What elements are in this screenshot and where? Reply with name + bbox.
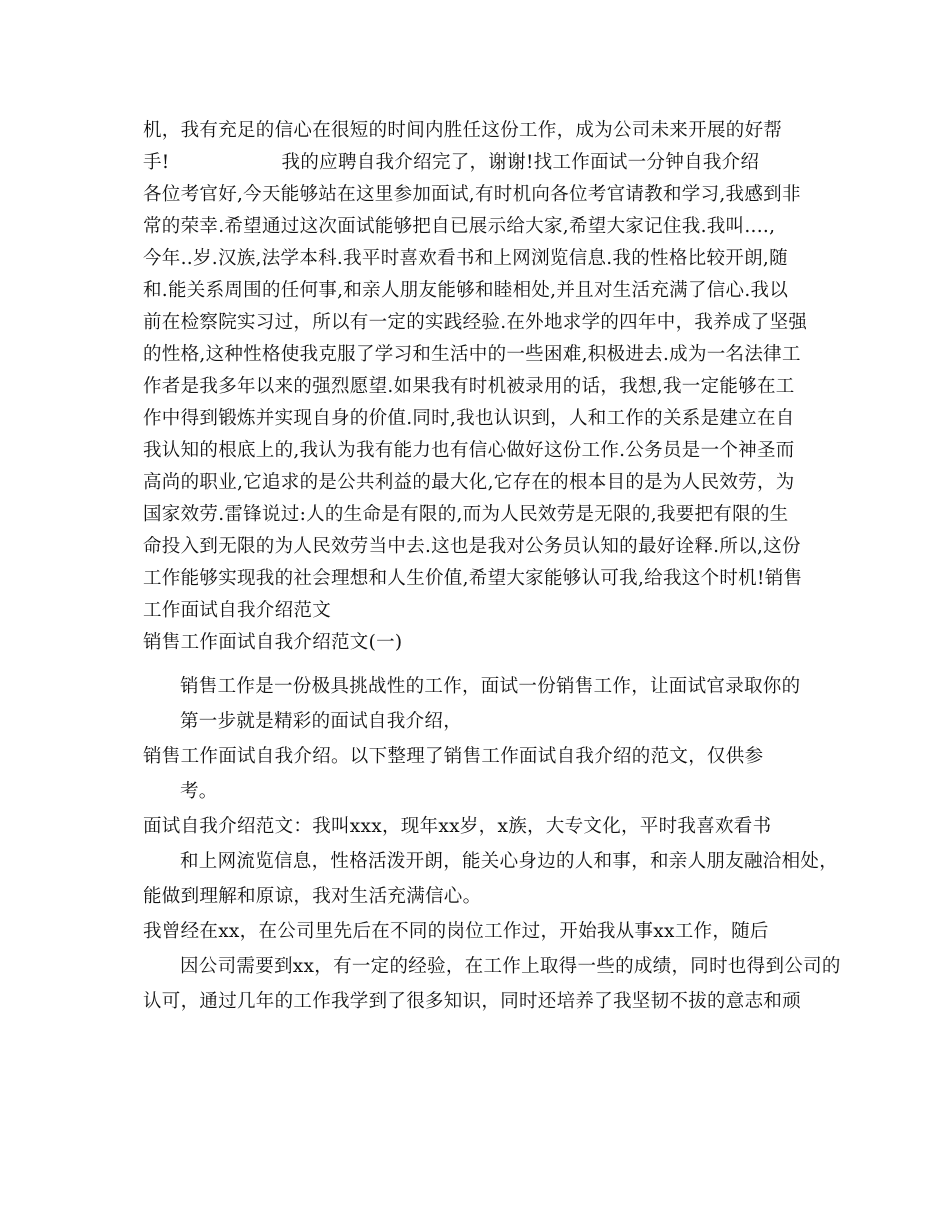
text-line: 能做到理解和原谅，我对生活充满信心。 <box>143 886 482 907</box>
text-line: 和上网流览信息，性格活泼开朗，能关心身边的人和事，和亲人朋友融洽相处， <box>180 851 839 872</box>
text-line: 认可，通过几年的工作我学到了很多知识，同时还培养了我坚韧不拔的意志和顽 <box>143 991 802 1012</box>
text-line: 手! <box>143 152 170 173</box>
text-line: 国家效劳.雷锋说过:人的生命是有限的,而为人民效劳是无限的,我要把有限的生 <box>143 504 789 525</box>
text-line: 和.能关系周围的任何事,和亲人朋友能够和睦相处,并且对生活充满了信心.我以 <box>143 280 789 301</box>
text-line: 各位考官好,今天能够站在这里参加面试,有时机向各位考官请教和学习,我感到非 <box>143 184 801 205</box>
text-line: 常的荣幸.希望通过这次面试能够把自已展示给大家,希望大家记住我.我叫...., <box>143 216 776 237</box>
text-line: 前在检察院实习过，所以有一定的实践经验.在外地求学的四年中，我养成了坚强 <box>143 312 808 333</box>
text-line: 面试自我介绍范文：我叫xxx，现年xx岁，x族，大专文化，平时我喜欢看书 <box>143 816 772 837</box>
text-line: 考。 <box>180 781 218 802</box>
text-line: 作者是我多年以来的强烈愿望.如果我有时机被录用的话，我想,我一定能够在工 <box>143 376 795 397</box>
text-line: 今年..岁.汉族,法学本科.我平时喜欢看书和上网浏览信息.我的性格比较开朗,随 <box>143 248 788 269</box>
text-line: 作中得到锻炼并实现自身的价值.同时,我也认识到，人和工作的关系是建立在自 <box>143 408 795 429</box>
text-line: 机，我有充足的信心在很短的时间内胜任这份工作，成为公司未来开展的好帮 <box>143 120 783 141</box>
text-line: 销售工作面试自我介绍范文(一) <box>143 632 403 653</box>
text-line: 命投入到无限的为人民效劳当中去.这也是我对公务员认知的最好诠释.所以,这份 <box>143 536 801 557</box>
text-line-group <box>143 150 759 176</box>
text-line: 我认知的根底上的,我认为我有能力也有信心做好这份工作.公务员是一个神圣而 <box>143 440 795 461</box>
section-heading: 销售工作是一份极具挑战性的工作，面试一份销售工作，让面试官录取你的 <box>180 676 801 697</box>
text-line: 工作面试自我介绍范文 <box>143 600 332 621</box>
text-line: 的性格,这种性格使我克服了学习和生活中的一些困难,积极进去.成为一名法律工 <box>143 344 801 365</box>
text-line: 工作能够实现我的社会理想和人生价值,希望大家能够认可我,给我这个时机!销售 <box>143 568 803 589</box>
text-line: 高尚的职业,它追求的是公共利益的最大化,它存在的根本目的是为人民效劳，为 <box>143 472 795 493</box>
text-line: 我的应聘自我介绍完了，谢谢!找工作面试一分钟自我介绍 <box>281 152 760 173</box>
text-line: 第一步就是精彩的面试自我介绍， <box>180 711 463 732</box>
text-line: 因公司需要到xx，有一定的经验，在工作上取得一些的成绩，同时也得到公司的 <box>180 956 841 977</box>
text-line: 我曾经在xx，在公司里先后在不同的岗位工作过，开始我从事xx工作，随后 <box>143 921 769 942</box>
text-line: 销售工作面试自我介绍。以下整理了销售工作面试自我介绍的范文，仅供参 <box>143 746 764 767</box>
